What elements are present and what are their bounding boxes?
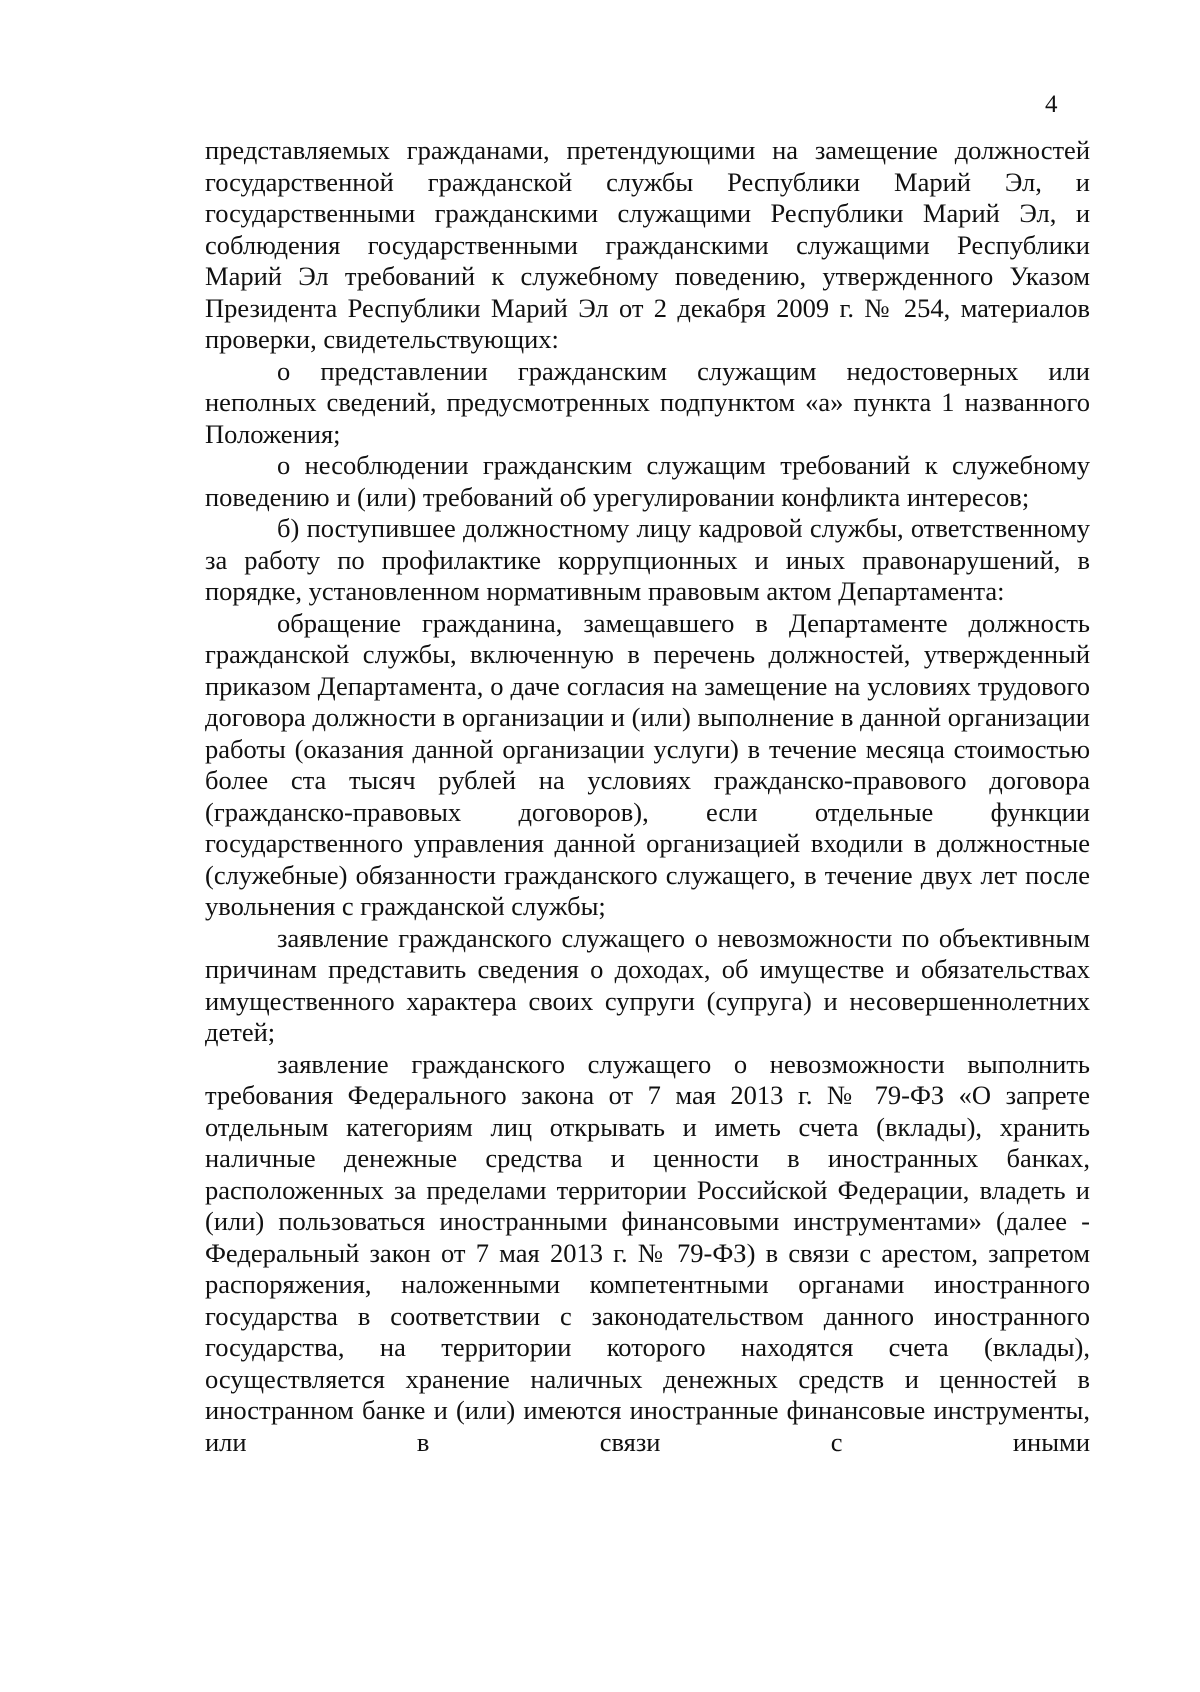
paragraph-item-b: б) поступившее должностному лицу кадровой службы, ответственному за работу по профилактике коррупционных и иных правонарушений, в порядке, установленном нормативным правовым актом Департамента:: [205, 513, 1090, 606]
page-number: 4: [1045, 91, 1058, 118]
paragraph-continuation: представляемых гражданами, претендующими на замещение должностей государственной гражданской службы Республики Марий Эл, и государственными гражданскими служащими Республики Марий Эл, и соблюдения государственными гражданскими служащими Республики Марий Эл требований к служебному поведению, утвержденного Указом Президента Республики Марий Эл от 2 декабря 2009 г. № 254, материалов проверки, свидетельствующих:: [205, 135, 1090, 354]
body-text: [205, 135, 1090, 1458]
paragraph-income-statement: заявление гражданского служащего о невозможности по объективным причинам представить сведения о доходах, об имуществе и обязательствах имущественного характера своих супруги (супруга) и несовершеннолетних детей;: [205, 922, 1090, 1047]
paragraph-conduct-violation: о несоблюдении гражданским служащим требований к служебному поведению и (или) требований об урегулировании конфликта интересов;: [205, 450, 1090, 512]
paragraph-citizen-appeal: обращение гражданина, замещавшего в Департаменте должность гражданской службы, включенную в перечень должностей, утвержденный приказом Департамента, о даче согласия на замещение на условиях трудового договора должности в организации и (или) выполнение в данной организации работы (оказания данной организации услуги) в течение месяца стоимостью более ста тысяч рублей на условиях гражданско-правового договора (гражданско-правовых договоров), если отдельные функции государственного управления данной организацией входили в должностные (служебные) обязанности гражданского служащего, в течение двух лет после увольнения с гражданской службы;: [205, 607, 1090, 921]
paragraph-foreign-accounts: заявление гражданского служащего о невозможности выполнить требования Федерального закона от 7 мая 2013 г. № 79-ФЗ «О запрете отдельным категориям лиц открывать и иметь счета (вклады), хранить наличные денежные средства и ценности в иностранных банках, расположенных за пределами территории Российской Федерации, владеть и (или) пользоваться иностранными финансовыми инструментами» (далее - Федеральный закон от 7 мая 2013 г. № 79-ФЗ) в связи с арестом, запретом распоряжения, наложенными компетентными органами иностранного государства в соответствии с законодательством данного иностранного государства, на территории которого находятся счета (вклады), осуществляется хранение наличных денежных средств и ценностей в иностранном банке и (или) имеются иностранные финансовые инструменты, или в связи с иными: [205, 1048, 1090, 1457]
paragraph-false-info: о представлении гражданским служащим недостоверных или неполных сведений, предусмотренных подпунктом «а» пункта 1 названного Положения;: [205, 355, 1090, 449]
